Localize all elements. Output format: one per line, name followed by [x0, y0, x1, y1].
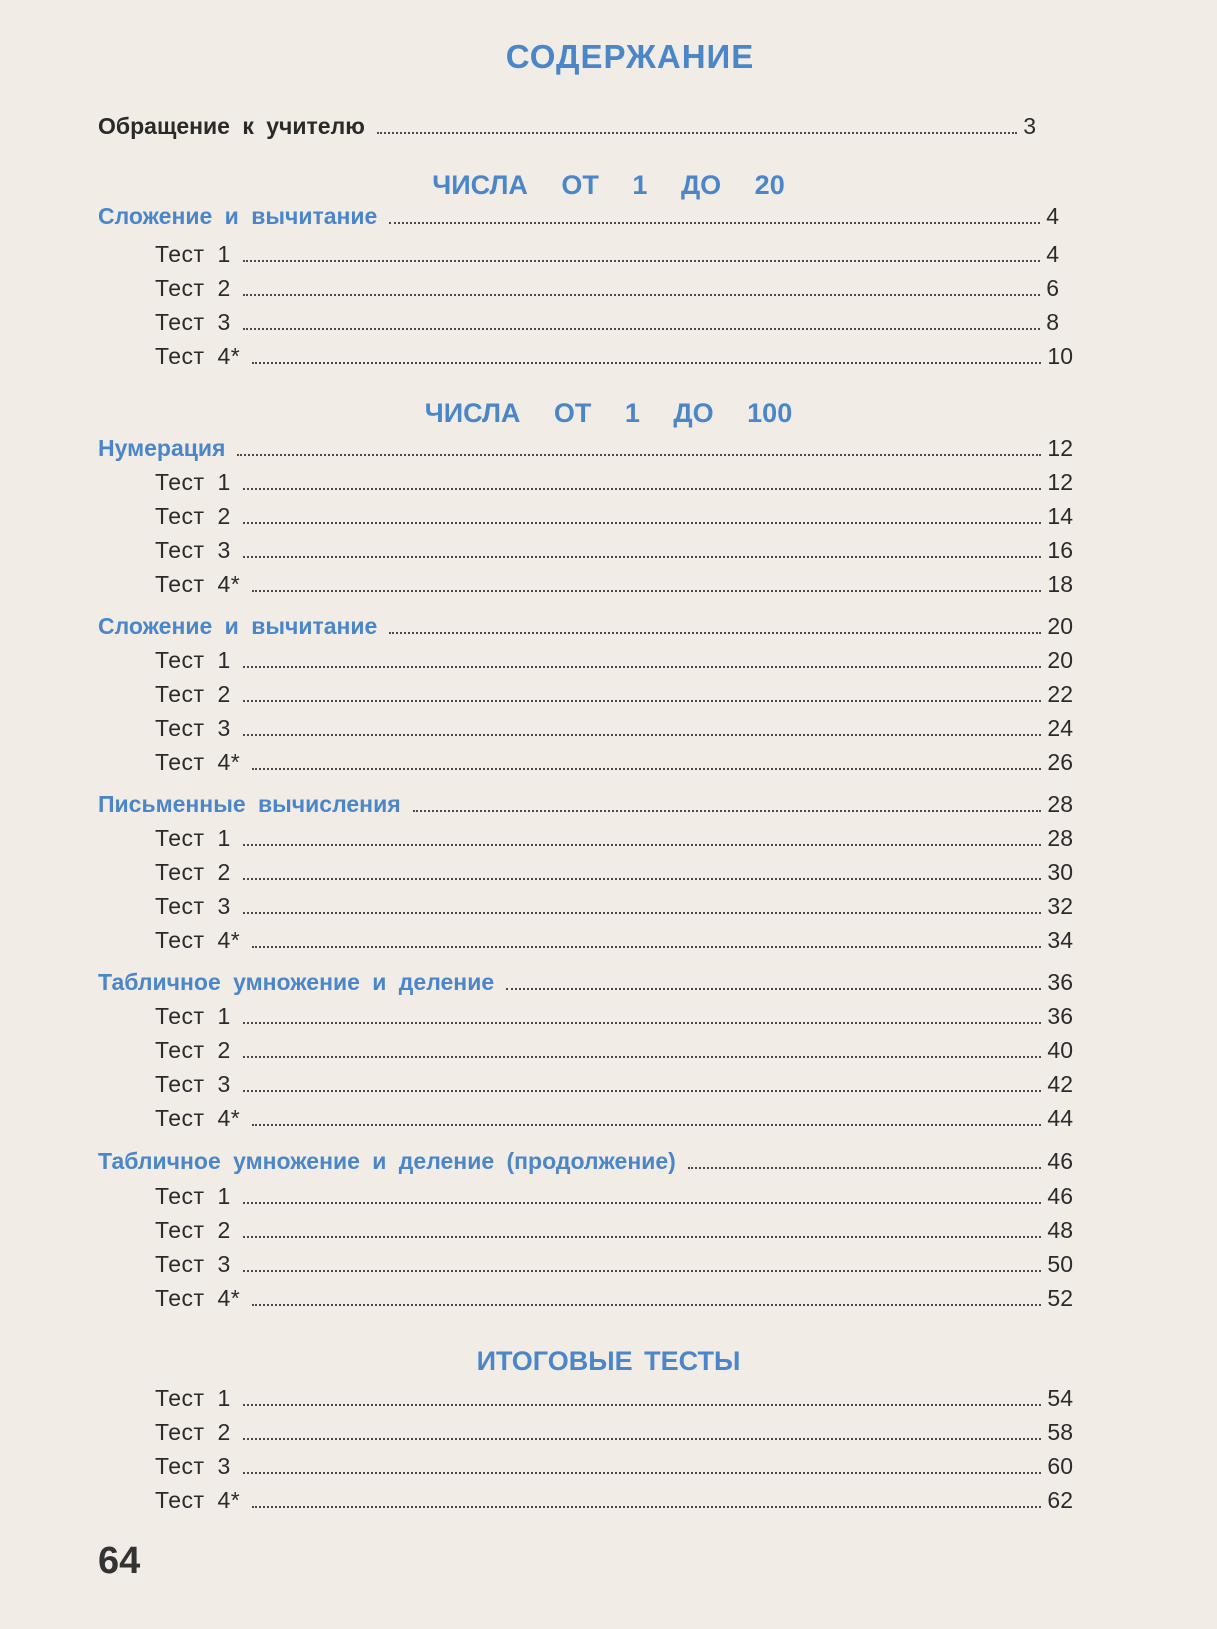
- toc-test-page: 44: [1047, 1105, 1073, 1131]
- leader-dots: [243, 1404, 1042, 1406]
- toc-section-label: Табличное умножение и деление: [98, 969, 495, 995]
- leader-dots: [252, 362, 1041, 364]
- toc-test-page: 4: [1046, 241, 1059, 267]
- toc-test[interactable]: [155, 500, 1073, 530]
- toc-test-label: Тест 1: [155, 1003, 231, 1029]
- toc-test-label: Тест 4*: [155, 749, 241, 775]
- toc-test-page: 54: [1047, 1385, 1073, 1411]
- toc-test-label: Тест 2: [155, 275, 231, 301]
- toc-test-page: 36: [1047, 1003, 1073, 1029]
- leader-dots: [413, 810, 1042, 812]
- toc-test-label: Тест 1: [155, 469, 231, 495]
- toc-test[interactable]: [155, 1248, 1073, 1278]
- toc-test-page: 20: [1047, 647, 1073, 673]
- toc-test-page: 22: [1047, 681, 1073, 707]
- toc-test-page: 50: [1047, 1251, 1073, 1277]
- leader-dots: [243, 1270, 1042, 1272]
- leader-dots: [243, 294, 1040, 296]
- toc-test[interactable]: [155, 272, 1059, 302]
- leader-dots: [389, 222, 1040, 224]
- toc-test-page: 58: [1047, 1419, 1073, 1445]
- toc-test-page: 30: [1047, 859, 1073, 885]
- leader-dots: [243, 1090, 1042, 1092]
- toc-section-page: 46: [1047, 1148, 1073, 1174]
- toc-section-page: 28: [1047, 791, 1073, 817]
- leader-dots: [243, 912, 1042, 914]
- toc-test[interactable]: [155, 644, 1073, 674]
- toc-test[interactable]: [155, 1484, 1073, 1514]
- leader-dots: [252, 768, 1041, 770]
- toc-test[interactable]: [155, 890, 1073, 920]
- toc-entry-label: Обращение к учителю: [98, 113, 365, 139]
- leader-dots: [243, 878, 1042, 880]
- toc-test[interactable]: [155, 856, 1073, 886]
- toc-test[interactable]: [155, 1180, 1073, 1210]
- toc-section[interactable]: [98, 432, 1073, 462]
- toc-test-label: Тест 4*: [155, 1487, 241, 1513]
- toc-section[interactable]: [98, 610, 1073, 640]
- toc-test[interactable]: [155, 1068, 1073, 1098]
- toc-test[interactable]: [155, 712, 1073, 742]
- toc-test-page: 8: [1046, 309, 1059, 335]
- leader-dots: [252, 1124, 1041, 1126]
- leader-dots: [243, 666, 1042, 668]
- toc-section[interactable]: [98, 788, 1073, 818]
- toc-test-page: 32: [1047, 893, 1073, 919]
- toc-test[interactable]: [155, 306, 1059, 336]
- toc-test-label: Тест 1: [155, 825, 231, 851]
- toc-test-page: 40: [1047, 1037, 1073, 1063]
- leader-dots: [243, 488, 1042, 490]
- toc-test-label: Тест 3: [155, 1251, 231, 1277]
- toc-test[interactable]: [155, 1416, 1073, 1446]
- toc-test[interactable]: [155, 1000, 1073, 1030]
- toc-test[interactable]: [155, 238, 1059, 268]
- leader-dots: [243, 734, 1042, 736]
- leader-dots: [243, 260, 1040, 262]
- toc-test-page: 18: [1047, 571, 1073, 597]
- leader-dots: [506, 988, 1041, 990]
- toc-test-label: Тест 1: [155, 1183, 231, 1209]
- leader-dots: [252, 946, 1041, 948]
- toc-test-label: Тест 1: [155, 241, 231, 267]
- toc-test-label: Тест 3: [155, 309, 231, 335]
- leader-dots: [243, 328, 1040, 330]
- toc-section-label: Письменные вычисления: [98, 791, 401, 817]
- leader-dots: [243, 1236, 1042, 1238]
- toc-test[interactable]: [155, 1382, 1073, 1412]
- toc-test-label: Тест 4*: [155, 343, 241, 369]
- toc-test-label: Тест 1: [155, 1385, 231, 1411]
- leader-dots: [252, 1304, 1041, 1306]
- toc-test[interactable]: [155, 1450, 1073, 1480]
- toc-test-page: 42: [1047, 1071, 1073, 1097]
- toc-test-label: Тест 3: [155, 893, 231, 919]
- leader-dots: [243, 1472, 1042, 1474]
- toc-section-page: 4: [1046, 203, 1059, 229]
- toc-test-label: Тест 4*: [155, 1285, 241, 1311]
- part-heading: ИТОГОВЫЕ ТЕСТЫ: [476, 1346, 741, 1376]
- part-heading: ЧИСЛА ОТ 1 ДО 20: [432, 170, 785, 200]
- toc-test-label: Тест 2: [155, 1419, 231, 1445]
- toc-test-page: 60: [1047, 1453, 1073, 1479]
- toc-test[interactable]: [155, 822, 1073, 852]
- toc-test[interactable]: [155, 678, 1073, 708]
- toc-test-label: Тест 2: [155, 1217, 231, 1243]
- leader-dots: [688, 1167, 1042, 1169]
- toc-test[interactable]: [155, 534, 1073, 564]
- toc-test-page: 34: [1047, 927, 1073, 953]
- toc-test-page: 10: [1047, 343, 1073, 369]
- toc-test-label: Тест 4*: [155, 1105, 241, 1131]
- leader-dots: [377, 132, 1017, 134]
- toc-section-page: 12: [1047, 435, 1073, 461]
- toc-section-page: 36: [1047, 969, 1073, 995]
- toc-test-label: Тест 1: [155, 647, 231, 673]
- toc-section-page: 20: [1047, 613, 1073, 639]
- toc-test-label: Тест 3: [155, 715, 231, 741]
- part-heading: ЧИСЛА ОТ 1 ДО 100: [424, 398, 793, 428]
- toc-test-page: 62: [1047, 1487, 1073, 1513]
- toc-test[interactable]: [155, 746, 1073, 776]
- toc-test[interactable]: [155, 568, 1073, 598]
- page-title: СОДЕРЖАНИЕ: [505, 38, 755, 75]
- toc-entry-intro[interactable]: [98, 110, 1036, 140]
- leader-dots: [243, 1202, 1042, 1204]
- toc-test[interactable]: [155, 1214, 1073, 1244]
- toc-section-label: Сложение и вычитание: [98, 203, 378, 229]
- leader-dots: [243, 1438, 1042, 1440]
- toc-test-page: 14: [1047, 503, 1073, 529]
- leader-dots: [237, 454, 1041, 456]
- toc-test-page: 46: [1047, 1183, 1073, 1209]
- toc-section[interactable]: [98, 200, 1059, 230]
- toc-test[interactable]: [155, 924, 1073, 954]
- toc-test-page: 12: [1047, 469, 1073, 495]
- toc-test-label: Тест 2: [155, 681, 231, 707]
- toc-test[interactable]: [155, 1102, 1073, 1132]
- leader-dots: [243, 844, 1042, 846]
- toc-test-label: Тест 2: [155, 503, 231, 529]
- toc-test-label: Тест 3: [155, 1071, 231, 1097]
- leader-dots: [243, 1022, 1042, 1024]
- toc-test-label: Тест 3: [155, 537, 231, 563]
- leader-dots: [243, 1056, 1042, 1058]
- toc-test-label: Тест 3: [155, 1453, 231, 1479]
- leader-dots: [243, 522, 1042, 524]
- toc-test[interactable]: [155, 1282, 1073, 1312]
- toc-section-label: Табличное умножение и деление (продолжение): [98, 1148, 676, 1174]
- toc-test-page: 16: [1047, 537, 1073, 563]
- toc-section-label: Сложение и вычитание: [98, 613, 378, 639]
- toc-test-page: 52: [1047, 1285, 1073, 1311]
- toc-test-page: 26: [1047, 749, 1073, 775]
- toc-section[interactable]: [98, 966, 1073, 996]
- toc-test[interactable]: [155, 466, 1073, 496]
- toc-test-label: Тест 4*: [155, 571, 241, 597]
- page-number: 64: [98, 1540, 141, 1582]
- leader-dots: [252, 1506, 1041, 1508]
- toc-entry-page: 3: [1023, 113, 1036, 139]
- toc-test-page: 28: [1047, 825, 1073, 851]
- toc-test-page: 24: [1047, 715, 1073, 741]
- leader-dots: [243, 556, 1042, 558]
- toc-test-label: Тест 4*: [155, 927, 241, 953]
- leader-dots: [252, 590, 1041, 592]
- leader-dots: [243, 700, 1042, 702]
- toc-test[interactable]: [155, 1034, 1073, 1064]
- toc-section-label: Нумерация: [98, 435, 226, 461]
- toc-test-page: 48: [1047, 1217, 1073, 1243]
- toc-test-label: Тест 2: [155, 859, 231, 885]
- toc-section[interactable]: [98, 1145, 1073, 1175]
- toc-test[interactable]: [155, 340, 1073, 370]
- leader-dots: [389, 632, 1041, 634]
- toc-test-page: 6: [1046, 275, 1059, 301]
- toc-test-label: Тест 2: [155, 1037, 231, 1063]
